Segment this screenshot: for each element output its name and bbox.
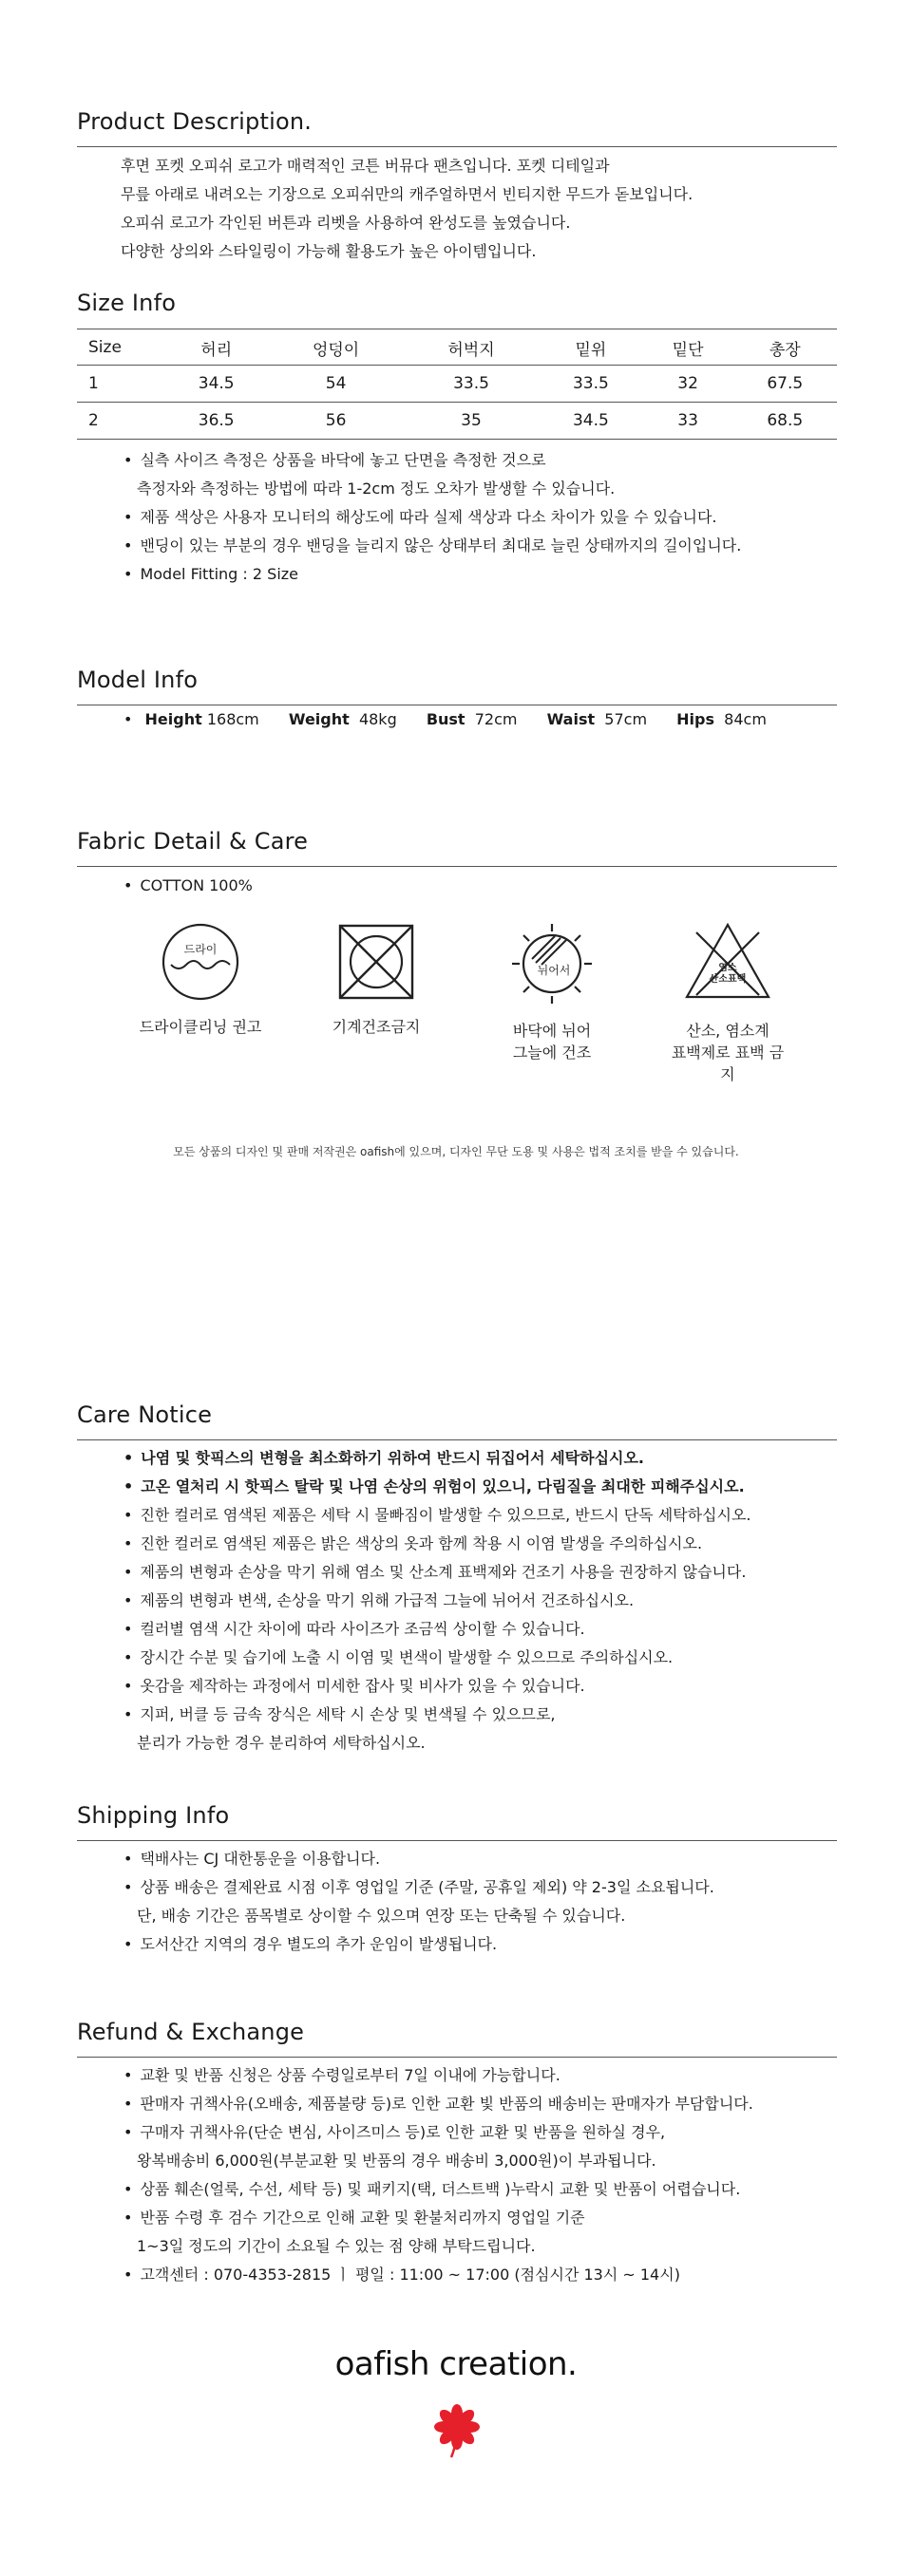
care-notice-list: [124, 1444, 751, 1758]
no-bleach-icon-text: 산소표백: [709, 974, 747, 985]
care-label: 바닥에 뉘어: [512, 1022, 592, 1040]
model-measurements: [124, 710, 791, 728]
model-waist: Waist 57cm: [546, 710, 648, 728]
size-cell: 1: [88, 374, 99, 393]
care-line: • 컬러별 염색 시간 차이에 따라 사이즈가 조금씩 상이할 수 있습니다.: [124, 1615, 751, 1644]
care-line: • 나염 및 핫픽스의 변형을 최소화하기 위하여 반드시 뒤집어서 세탁하십시오.: [124, 1444, 751, 1473]
dry-clean-care: [139, 921, 262, 1038]
size-notes: [124, 446, 741, 589]
size-table: [77, 330, 837, 440]
size-cell: 33.5: [572, 374, 609, 393]
care-line: • 진한 컬러로 염색된 제품은 밝은 색상의 옷과 함께 착용 시 이염 발생을 주의하십시오.: [124, 1530, 751, 1558]
size-cell: 33: [677, 411, 698, 430]
care-line: • 지퍼, 버클 등 금속 장식은 세탁 시 손상 및 변색될 수 있으므로,: [124, 1701, 751, 1729]
size-cell: 54: [325, 374, 347, 393]
shipping-info-title: Shipping Info: [77, 1802, 230, 1829]
fabric-care-title: Fabric Detail & Care: [77, 828, 309, 855]
size-cell: 67.5: [767, 374, 804, 393]
size-cell: 34.5: [572, 411, 609, 430]
refund-line: • 구매자 귀책사유(단순 변심, 사이즈미스 등)로 인한 교환 및 반품을 원하실 경우,: [124, 2118, 753, 2147]
care-notice-title: Care Notice: [77, 1401, 213, 1428]
model-bust: Bust 72cm: [426, 710, 518, 728]
product-description-text: [121, 152, 693, 266]
table-row: [77, 403, 837, 440]
size-col-header: Size: [88, 338, 122, 357]
size-cell: 35: [461, 411, 482, 430]
size-cell: 68.5: [767, 411, 804, 430]
size-cell: 36.5: [198, 411, 235, 430]
model-info-title: Model Info: [77, 667, 199, 693]
care-line: • 제품의 변형과 손상을 막기 위해 염소 및 산소계 표백제와 건조기 사용을 권장하지 않습니다.: [124, 1558, 751, 1587]
no-bleach-icon: [683, 921, 772, 1001]
size-note: • 밴딩이 있는 부분의 경우 밴딩을 늘리지 않은 상태부터 최대로 늘린 상태까지의 길이입니다.: [124, 532, 741, 560]
refund-line: • 상품 훼손(얼룩, 수선, 세탁 등) 및 패키지(택, 더스트백 )누락시 교환 및 반품이 어렵습니다.: [124, 2175, 753, 2204]
product-line: 오피쉬 로고가 각인된 버튼과 리벳을 사용하여 완성도를 높였습니다.: [121, 214, 571, 232]
fabric-composition: • COTTON 100%: [124, 872, 253, 900]
care-label: 그늘에 건조: [512, 1044, 592, 1062]
care-label: 표백제로 표백 금지: [671, 1044, 785, 1083]
size-info-title: Size Info: [77, 290, 177, 316]
product-line: 다양한 상의와 스타일링이 가능해 활용도가 높은 아이템입니다.: [121, 242, 537, 260]
size-col-header: 허리: [200, 340, 233, 360]
model-weight: Weight 48kg: [288, 710, 397, 728]
section-divider: [77, 2057, 837, 2058]
dry-flat-icon-text: 뉘어서: [537, 964, 571, 977]
size-table-header: [77, 330, 837, 366]
care-label: 드라이클리닝 권고: [139, 1018, 262, 1036]
care-line: • 장시간 수분 및 습기에 노출 시 이염 및 변색이 발생할 수 있으므로 주의하십시오.: [124, 1644, 751, 1672]
size-col-header: 밑단: [672, 340, 704, 360]
section-divider: [77, 146, 837, 147]
shipping-list: [124, 1845, 714, 1959]
size-col-header: 총장: [769, 340, 801, 360]
flower-logo-icon: [434, 2402, 480, 2459]
size-cell: 33.5: [453, 374, 489, 393]
care-line: • 진한 컬러로 염색된 제품은 세탁 시 물빠짐이 발생할 수 있으므로, 반드시 단독 세탁하십시오.: [124, 1501, 751, 1530]
table-row: [77, 366, 837, 403]
dry-flat-shade-care: [490, 921, 614, 1063]
care-line: 분리가 가능한 경우 분리하여 세탁하십시오.: [137, 1734, 426, 1752]
care-line: • 옷감을 제작하는 과정에서 미세한 잡사 및 비사가 있을 수 있습니다.: [124, 1672, 751, 1701]
refund-list: [124, 2061, 753, 2289]
refund-line: • 판매자 귀책사유(오배송, 제품불량 등)로 인한 교환 빛 반품의 배송비는 판매자가 부담합니다.: [124, 2090, 753, 2118]
shipping-line: • 상품 배송은 결제완료 시점 이후 영업일 기준 (주말, 공휴일 제외) 약 2-3일 소요됩니다.: [124, 1873, 714, 1902]
product-line: 무릎 아래로 내려오는 기장으로 오피쉬만의 캐주얼하면서 빈티지한 무드가 돋보입니다.: [121, 185, 694, 203]
dry-clean-icon-text: 드라이: [183, 943, 218, 956]
brand-wordmark: oafish creation.: [334, 2345, 578, 2383]
shipping-line: • 도서산간 지역의 경우 별도의 추가 운임이 발생됩니다.: [124, 1930, 714, 1959]
refund-line: • 교환 및 반품 신청은 상품 수령일로부터 7일 이내에 가능합니다.: [124, 2061, 753, 2090]
care-label: 기계건조금지: [332, 1018, 421, 1036]
refund-line: • 고객센터 : 070-4353-2815 ㅣ 평일 : 11:00 ~ 17:00 (점심시간 13시 ~ 14시): [124, 2261, 753, 2289]
product-line: 후면 포켓 오피쉬 로고가 매력적인 코튼 버뮤다 팬츠입니다. 포켓 디테일과: [121, 157, 610, 175]
copyright-notice: 모든 상품의 디자인 및 판매 저작권은 oafish에 있으며, 디자인 무단 도용 및 사용은 법적 조치를 받을 수 있습니다.: [173, 1145, 739, 1158]
refund-exchange-title: Refund & Exchange: [77, 2019, 305, 2045]
size-col-header: 엉덩이: [312, 340, 360, 360]
no-bleach-care: [666, 921, 789, 1085]
size-note: • 실측 사이즈 측정은 상품을 바닥에 놓고 단면을 측정한 것으로: [124, 446, 741, 475]
shipping-line: • 택배사는 CJ 대한통운을 이용합니다.: [124, 1845, 714, 1873]
size-col-header: 허벅지: [447, 340, 495, 360]
size-cell: 32: [677, 374, 698, 393]
section-divider: [77, 1840, 837, 1841]
size-cell: 2: [88, 411, 99, 430]
size-cell: 56: [325, 411, 347, 430]
size-note: • Model Fitting : 2 Size: [124, 560, 741, 589]
care-label: 산소, 염소계: [686, 1022, 770, 1040]
refund-line: • 반품 수령 후 검수 기간으로 인해 교환 및 환불처리까지 영업일 기준: [124, 2204, 753, 2232]
shipping-line: 단, 배송 기간은 품목별로 상이할 수 있으며 연장 또는 단축될 수 있습니다.: [137, 1907, 626, 1925]
no-bleach-icon-text: 염소: [718, 963, 737, 973]
model-hips: Hips 84cm: [676, 710, 767, 728]
section-divider: [77, 1439, 837, 1440]
no-tumble-dry-icon: [335, 921, 417, 1003]
size-note: • 제품 색상은 사용자 모니터의 해상도에 따라 실제 색상과 다소 차이가 있을 수 있습니다.: [124, 503, 741, 532]
size-note: 측정자와 측정하는 방법에 따라 1-2cm 정도 오차가 발생할 수 있습니다.: [137, 479, 616, 498]
refund-line: 1~3일 정도의 기간이 소요될 수 있는 점 양해 부탁드립니다.: [137, 2237, 536, 2255]
refund-line: 왕복배송비 6,000원(부분교환 및 반품의 경우 배송비 3,000원)이 부과됩니다.: [137, 2152, 656, 2170]
dry-clean-icon: [160, 921, 241, 1003]
model-height: Height 168cm: [144, 710, 259, 728]
care-line: • 제품의 변형과 변색, 손상을 막기 위해 가급적 그늘에 뉘어서 건조하십시오.: [124, 1587, 751, 1615]
product-description-title: Product Description.: [77, 108, 313, 135]
size-cell: 34.5: [198, 374, 235, 393]
care-line: • 고온 열처리 시 핫픽스 탈락 및 나염 손상의 위험이 있으니, 다림질을 최대한 피해주십시오.: [124, 1473, 751, 1501]
no-tumble-dry-care: [314, 921, 438, 1038]
section-divider: [77, 866, 837, 867]
dry-flat-shade-icon: [509, 921, 595, 1006]
size-col-header: 밑위: [575, 340, 607, 360]
